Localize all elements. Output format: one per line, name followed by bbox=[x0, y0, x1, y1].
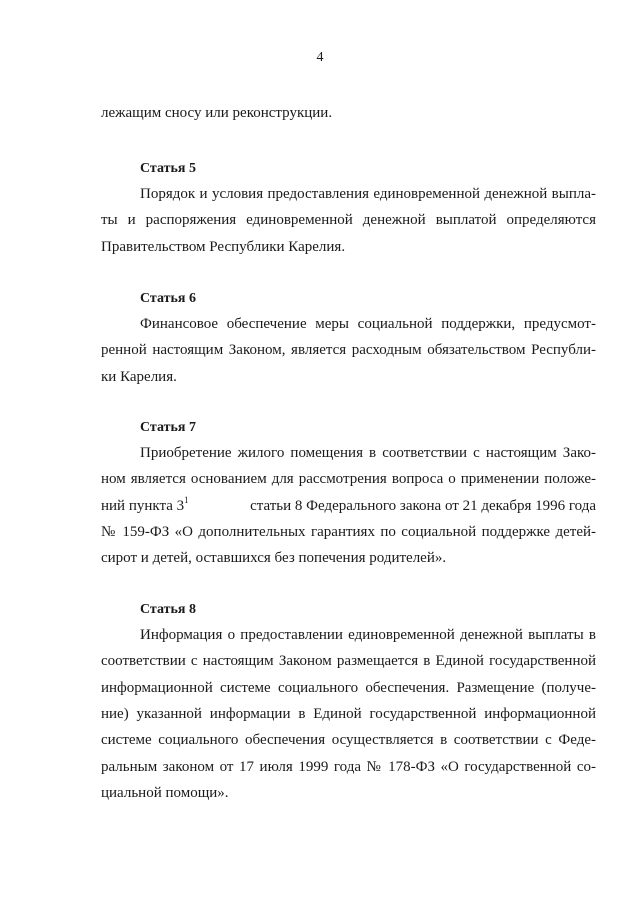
article-8-line-6: ральным законом от 17 июля 1999 года № 178-ФЗ «О государственной со- bbox=[101, 759, 596, 775]
article-7-line-1: Приобретение жилого помещения в соответствии с настоящим Зако- bbox=[140, 445, 596, 461]
article-8-line-5: системе социального обеспечения осуществляется в соответствии с Феде- bbox=[101, 732, 596, 748]
article-7-line-3-start: ний пункта $3^1$ bbox=[101, 495, 189, 514]
article-5-heading: Статья 5 bbox=[140, 161, 196, 176]
article-8-line-1: Информация о предоставлении единовременной денежной выплаты в bbox=[140, 627, 596, 643]
article-7-line-4: № 159-ФЗ «О дополнительных гарантиях по социальной поддержке детей- bbox=[101, 524, 596, 540]
article-7-heading: Статья 7 bbox=[140, 420, 196, 435]
article-8-line-2: соответствии с настоящим Законом размещается в Единой государственной bbox=[101, 653, 596, 669]
article-7-line-3 bbox=[101, 496, 596, 516]
article-6-line-2: ренной настоящим Законом, является расходным обязательством Республи- bbox=[101, 342, 596, 358]
article-6-line-3: ки Карелия. bbox=[101, 369, 177, 385]
article-5-line-3: Правительством Республики Карелия. bbox=[101, 239, 346, 255]
page-number: 4 bbox=[316, 50, 324, 65]
article-7-line-3-end: статьи 8 Федерального закона от 21 декабря 1996 года bbox=[250, 498, 596, 514]
article-6-heading: Статья 6 bbox=[140, 291, 196, 306]
footnote-superscript: 1 bbox=[184, 495, 189, 505]
article-8-line-7: циальной помощи». bbox=[101, 785, 229, 801]
article-6-line-1: Финансовое обеспечение меры социальной поддержки, предусмот- bbox=[140, 316, 596, 332]
article-7-line-5: сирот и детей, оставшихся без попечения родителей». bbox=[101, 550, 447, 566]
article-8-heading: Статья 8 bbox=[140, 602, 196, 617]
article-5-line-2: ты и распоряжения единовременной денежной выплатой определяются bbox=[101, 212, 596, 228]
article-5-line-1: Порядок и условия предоставления единовременной денежной выпла- bbox=[140, 186, 596, 202]
article-8-line-4: ние) указанной информации в Единой государственной информационной bbox=[101, 706, 596, 722]
article-8-line-3: информационной системе социального обеспечения. Размещение (получе- bbox=[101, 680, 596, 696]
article-7-line-2: ном является основанием для рассмотрения вопроса о применении положе- bbox=[101, 471, 596, 487]
intro-line: лежащим сносу или реконструкции. bbox=[101, 105, 333, 121]
